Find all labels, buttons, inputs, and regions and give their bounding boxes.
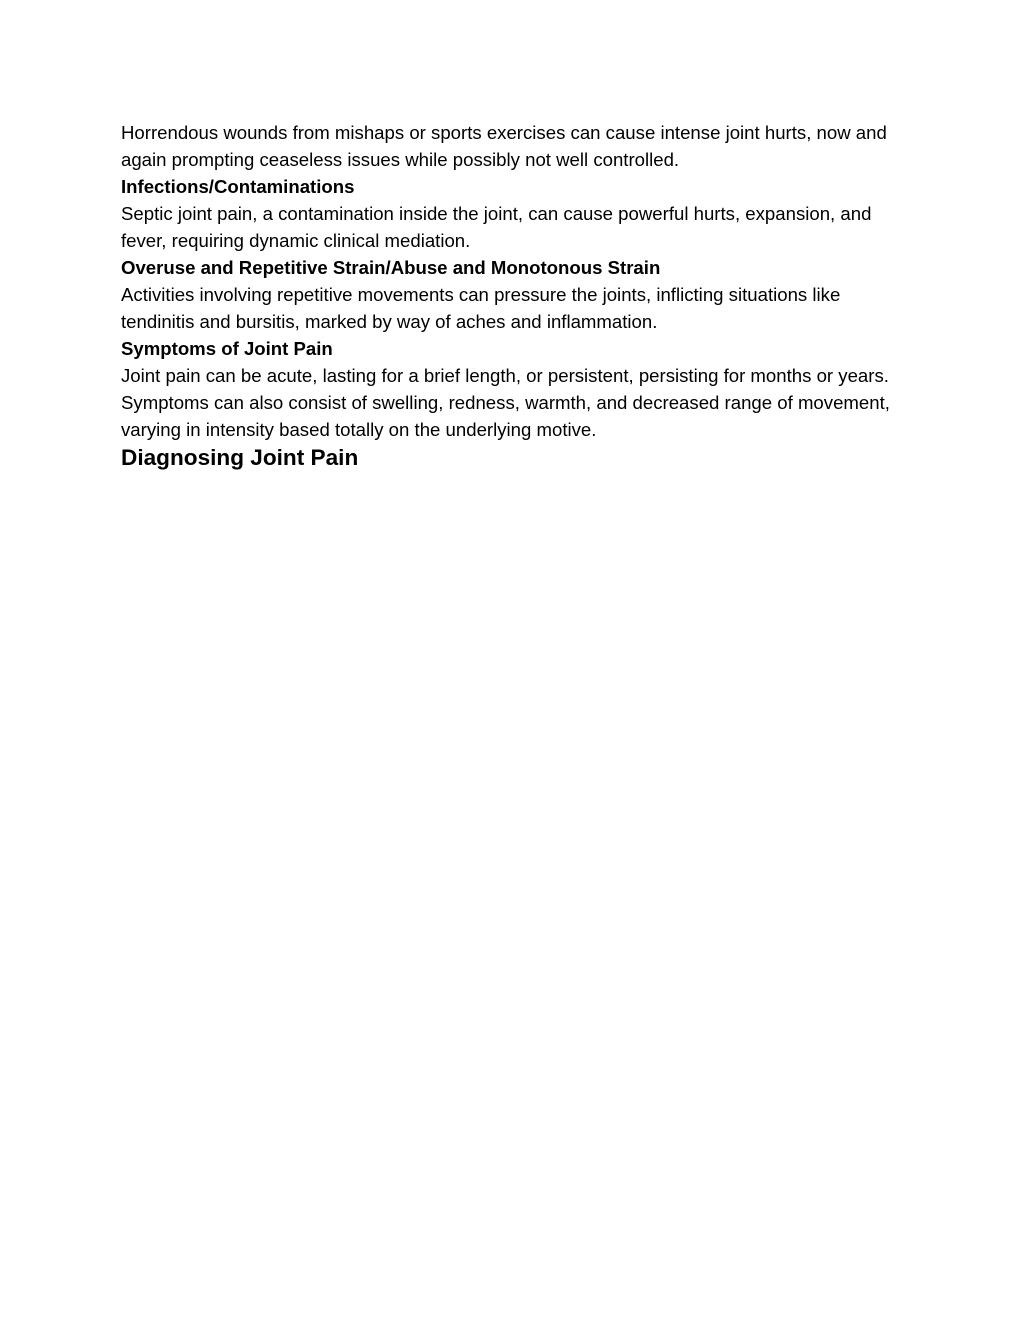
paragraph-symptoms: Joint pain can be acute, lasting for a brief length, or persistent, persisting for months or years. Symptoms can also consist of swelling, redness, warmth, and decreased range of movement, varying in intensity based totally on the underlying motive. (121, 365, 890, 440)
document-content (121, 119, 911, 473)
paragraph-overuse: Activities involving repetitive movements can pressure the joints, inflicting situations like tendinitis and bursitis, marked by way of aches and inflammation. (121, 284, 841, 332)
intro-paragraph: Horrendous wounds from mishaps or sports exercises can cause intense joint hurts, now and again prompting ceaseless issues while possibly not well controlled. (121, 122, 887, 170)
heading-symptoms: Symptoms of Joint Pain (121, 338, 333, 359)
heading-diagnosing: Diagnosing Joint Pain (121, 445, 359, 470)
heading-infections: Infections/Contaminations (121, 176, 355, 197)
heading-overuse: Overuse and Repetitive Strain/Abuse and Monotonous Strain (121, 257, 661, 278)
paragraph-infections: Septic joint pain, a contamination inside the joint, can cause powerful hurts, expansion, and fever, requiring dynamic clinical mediation. (121, 203, 872, 251)
